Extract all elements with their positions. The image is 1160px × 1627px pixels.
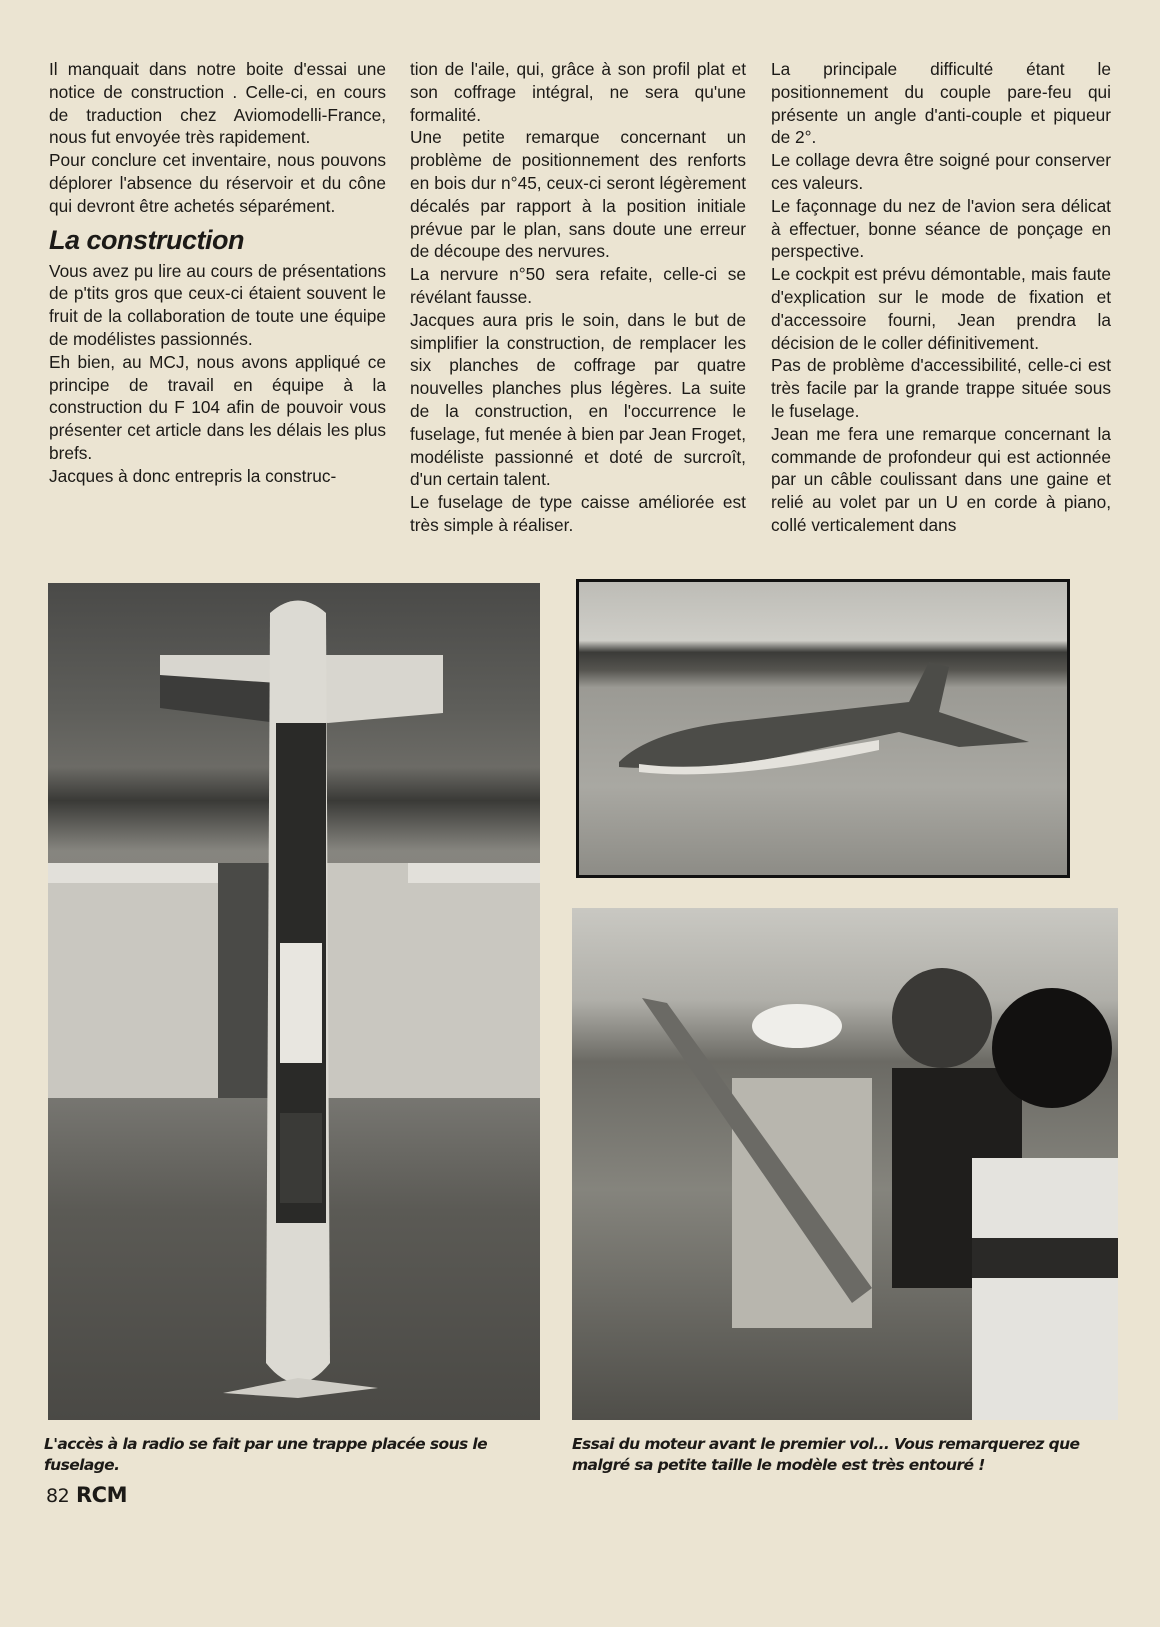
photo-model-on-ground <box>576 579 1070 878</box>
paragraph: Il manquait dans notre boite d'essai une notice de construction . Celle-ci, en cours de traduction chez Aviomodelli-France, nous fut envoyée très rapidement. <box>49 59 386 148</box>
paragraph: Le collage devra être soigné pour conserver ces valeurs. <box>771 150 1111 193</box>
paragraph: Pour conclure cet inventaire, nous pouvons déplorer l'absence du réservoir et du cône qui devront être achetés séparément. <box>49 150 386 216</box>
photo-caption-right: Essai du moteur avant le premier vol... Vous remarquerez que malgré sa petite taille le modèle est très entouré ! <box>572 1435 1080 1474</box>
photo-model-underside <box>48 583 540 1420</box>
paragraph: Le cockpit est prévu démontable, mais faute d'explication sur le mode de fixation et d'accessoire fourni, Jean prendra la décision de le coller définitivement. <box>771 264 1111 353</box>
photo-caption-left: L'accès à la radio se fait par une trappe placée sous le fuselage. <box>44 1435 488 1474</box>
page-number: 82 <box>46 1485 70 1507</box>
people-with-model-illustration <box>572 908 1118 1420</box>
article-column-1 <box>49 58 386 488</box>
section-heading: La construction <box>49 224 245 255</box>
paragraph: Pas de problème d'accessibilité, celle-ci est très facile par la grande trappe située sous le fuselage. <box>771 355 1111 421</box>
airplane-underside-illustration <box>48 583 540 1420</box>
airplane-side-illustration <box>579 582 1067 875</box>
paragraph: Le fuselage de type caisse améliorée est très simple à réaliser. <box>410 492 746 535</box>
paragraph: Le façonnage du nez de l'avion sera délicat à effectuer, bonne séance de ponçage en perspective. <box>771 195 1111 262</box>
article-column-2 <box>410 58 746 537</box>
paragraph: Une petite remarque concernant un problème de positionnement des renforts en bois dur n°45, ceux-ci seront légèrement décalés par rapport à la position initiale prévue par le plan, sans doute une erreur de découpe des nervures. <box>410 127 746 262</box>
paragraph: Jean me fera une remarque concernant la commande de profondeur qui est actionnée par un câble coulissant dans une gaine et relié au volet par un U en corde à piano, collé verticalement dans <box>771 423 1111 535</box>
paragraph: Vous avez pu lire au cours de présentations de p'tits gros que ceux-ci étaient souvent le fruit de la collaboration de toute une équipe de modélistes passionnés. <box>49 260 386 349</box>
page-footer <box>46 1483 127 1507</box>
magazine-name: RCM <box>76 1483 127 1507</box>
paragraph: tion de l'aile, qui, grâce à son profil plat et son coffrage intégral, ne sera qu'une formalité. <box>410 59 746 125</box>
paragraph: La nervure n°50 sera refaite, celle-ci se révélant fausse. <box>410 264 746 307</box>
paragraph: Jacques à donc entrepris la construc- <box>49 465 337 486</box>
article-column-3 <box>771 58 1111 537</box>
paragraph: La principale difficulté étant le positionnement du couple pare-feu qui présente un angle d'anti-couple et piqueur de 2°. <box>771 59 1111 148</box>
paragraph: Eh bien, au MCJ, nous avons appliqué ce principe de travail en équipe à la construction du F 104 afin de pouvoir vous présenter cet article dans les délais les plus brefs. <box>49 351 386 463</box>
paragraph: Jacques aura pris le soin, dans le but de simplifier la construction, de remplacer les six planches de coffrage par quatre nouvelles planches plus légères. La suite de la construction, en l'occurrence le fuselage, fut menée à bien par Jean Froget, modéliste passionné et doté de surcroît, d'un certain talent. <box>410 309 746 490</box>
photo-engine-test <box>572 908 1118 1420</box>
